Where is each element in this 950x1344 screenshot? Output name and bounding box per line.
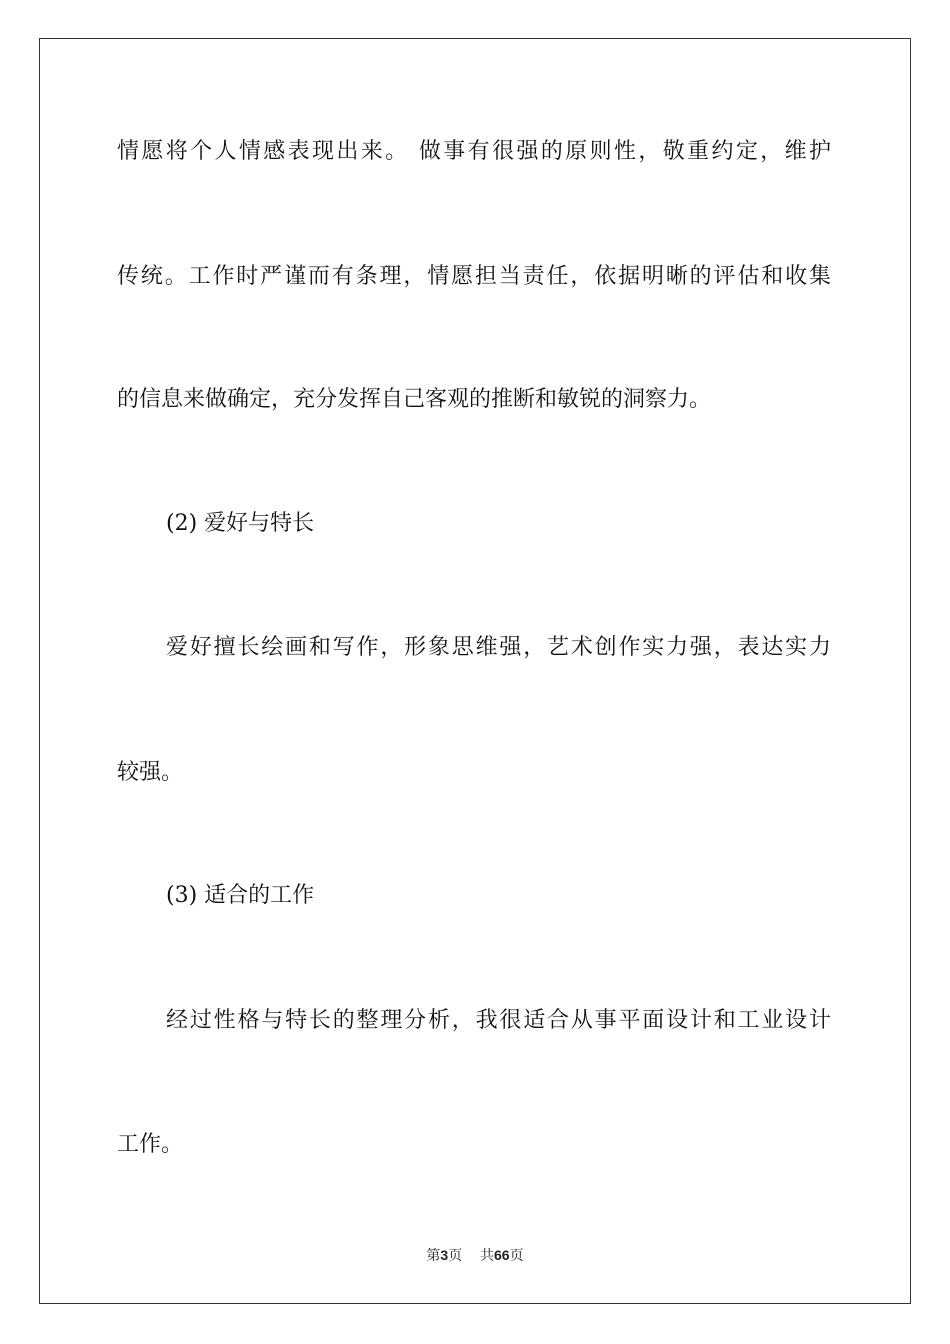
section-heading-suitable-work: (3) 适合的工作 bbox=[166, 883, 315, 908]
paragraph-line-5: 爱好擅长绘画和写作，形象思维强，艺术创作实力强，表达实力 bbox=[166, 635, 831, 660]
page-footer bbox=[0, 1245, 950, 1265]
paragraph-line-9: 工作。 bbox=[117, 1132, 184, 1157]
footer-current-page: 3 bbox=[440, 1247, 449, 1263]
page-border bbox=[39, 38, 911, 1304]
paragraph-line-6: 较强。 bbox=[117, 760, 184, 785]
paragraph-line-1: 情愿将个人情感表现出来。 做事有很强的原则性，敬重约定，维护 bbox=[117, 139, 831, 164]
footer-page-suffix: 页 bbox=[448, 1248, 463, 1264]
paragraph-line-8: 经过性格与特长的整理分析，我很适合从事平面设计和工业设计 bbox=[166, 1008, 831, 1033]
paragraph-line-3: 的信息来做确定，充分发挥自己客观的推断和敏锐的洞察力。 bbox=[117, 387, 712, 412]
footer-total-suffix: 页 bbox=[509, 1248, 524, 1264]
paragraph-line-2: 传统。工作时严谨而有条理，情愿担当责任，依据明晰的评估和收集 bbox=[117, 264, 831, 289]
section-heading-hobbies: (2) 爱好与特长 bbox=[166, 511, 315, 536]
footer-page-prefix: 第 bbox=[426, 1248, 441, 1264]
footer-total-prefix: 共 bbox=[480, 1248, 495, 1264]
footer-total-pages: 66 bbox=[494, 1247, 510, 1263]
